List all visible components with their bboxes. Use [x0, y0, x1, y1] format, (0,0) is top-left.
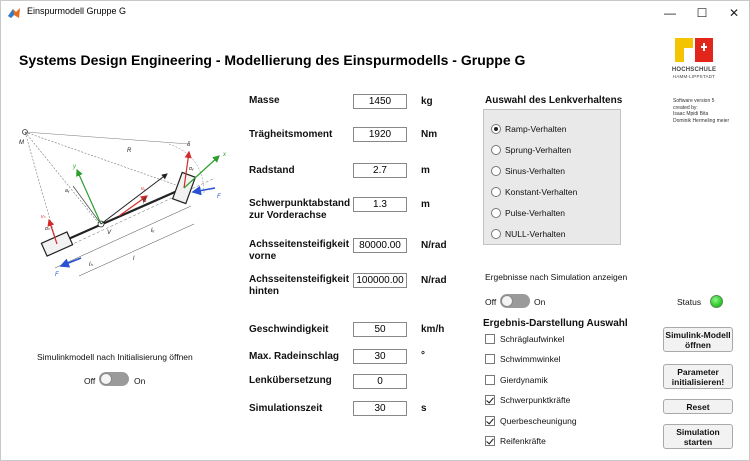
simulink-toggle-off-label: Off [84, 376, 96, 386]
version-line: Dominik Hermeling meier [673, 117, 730, 124]
radio-pulse[interactable] [491, 207, 565, 219]
checkbox-checked[interactable] [485, 395, 495, 405]
close-button[interactable]: ✕ [728, 6, 740, 20]
logo-text-line2: HAMM-LIPPSTADT [672, 74, 716, 79]
radio-sprung[interactable] [491, 144, 571, 156]
version-line: Software version 5 [673, 98, 715, 104]
label-y: y [73, 164, 76, 170]
param-label-steifigkeit-hinten: Achsseitensteifigkeit hinten [249, 274, 350, 297]
radio-label: NULL-Verhalten [505, 229, 566, 239]
check-schraeglaufwinkel[interactable] [485, 333, 564, 345]
param-unit-traegheitsmoment: Nm [421, 129, 438, 140]
radio-dot[interactable] [491, 166, 501, 176]
checkbox-label: Reifenkräfte [500, 436, 546, 446]
toggle-knob [100, 373, 112, 385]
label-fyh: F [55, 272, 59, 278]
reset-button[interactable]: Reset [663, 399, 733, 414]
checkbox-checked[interactable] [485, 416, 495, 426]
vehicle-axis-line [57, 188, 184, 244]
title-bar [1, 1, 749, 25]
radio-null[interactable] [491, 228, 565, 240]
radio-sinus[interactable] [491, 165, 565, 177]
radio-dot[interactable] [491, 187, 501, 197]
param-unit-schwerpunktabstand: m [421, 199, 430, 210]
radio-ramp[interactable] [491, 123, 566, 135]
radio-label: Ramp-Verhalten [505, 124, 567, 134]
logo-text-line1: HOCHSCHULE [671, 67, 717, 73]
checkbox-checked[interactable] [485, 436, 495, 446]
label-fyv: F [217, 194, 221, 200]
page-title: Systems Design Engineering - Modellierung des Einspurmodells - Gruppe G [19, 52, 526, 68]
radio-dot[interactable] [491, 229, 501, 239]
param-label-simulationszeit: Simulationszeit [249, 403, 323, 414]
status-label: Status [677, 297, 702, 307]
label-av: αᵥ [189, 166, 194, 172]
window-title: Einspurmodell Gruppe G [27, 6, 127, 16]
logo-yellow-block [675, 38, 693, 48]
start-simulation-button[interactable]: Simulation starten [663, 424, 733, 449]
checkbox-label: Querbescheunigung [500, 416, 577, 426]
param-input-radeinschlag[interactable] [353, 349, 407, 364]
result-display-title: Ergebnis-Darstellung Auswahl [483, 318, 628, 329]
version-line: created by: [673, 104, 698, 111]
status-lamp [710, 295, 723, 308]
check-schwerpunktkraefte[interactable] [485, 394, 570, 406]
check-schwimmwinkel[interactable] [485, 353, 560, 365]
checkbox-label: Schwerpunktkräfte [500, 395, 571, 405]
param-unit-geschwindigkeit: km/h [421, 324, 445, 335]
checkbox[interactable] [485, 354, 495, 364]
radio-label: Sprung-Verhalten [505, 145, 572, 155]
param-label-lenkuebersetzung: Lenkübersetzung [249, 375, 332, 386]
checkbox[interactable] [485, 334, 495, 344]
radio-dot-selected[interactable] [491, 124, 501, 134]
param-input-traegheitsmoment[interactable] [353, 127, 407, 142]
checkbox[interactable] [485, 375, 495, 385]
label-l: l [133, 256, 135, 262]
toggle-knob [501, 295, 513, 307]
results-toggle-label: Ergebnisse nach Simulation anzeigen [485, 272, 628, 282]
checkbox-label: Schräglaufwinkel [500, 334, 565, 344]
param-input-lenkuebersetzung[interactable] [353, 374, 407, 389]
label-beta: β [143, 198, 147, 204]
simulink-toggle-label: Simulinkmodell nach Initialisierung öffnen [37, 352, 193, 362]
maximize-button[interactable]: ☐ [696, 6, 708, 20]
radio-dot[interactable] [491, 145, 501, 155]
param-input-radstand[interactable] [353, 163, 407, 178]
open-simulink-button[interactable]: Simulink-Modell öffnen [663, 327, 733, 352]
matlab-app-icon [7, 6, 21, 20]
param-unit-steifigkeit-vorne: N/rad [421, 240, 447, 251]
param-label-geschwindigkeit: Geschwindigkeit [249, 324, 329, 335]
param-input-steifigkeit-hinten[interactable] [353, 273, 407, 288]
steering-title: Auswahl des Lenkverhaltens [485, 95, 623, 106]
version-line: Isaac Mpidi Bita [673, 111, 709, 117]
label-lh: lₕ [89, 262, 93, 268]
param-input-schwerpunktabstand[interactable] [353, 197, 407, 212]
radio-label: Konstant-Verhalten [505, 187, 578, 197]
radio-label: Pulse-Verhalten [505, 208, 566, 218]
label-r: R [127, 148, 132, 154]
param-label-steifigkeit-vorne: Achsseitensteifigkeit vorne [249, 239, 350, 262]
param-input-steifigkeit-vorne[interactable] [353, 238, 407, 253]
param-input-simulationszeit[interactable] [353, 401, 407, 416]
version-info [673, 98, 729, 124]
param-label-radstand: Radstand [249, 165, 295, 176]
radio-label: Sinus-Verhalten [505, 166, 566, 176]
label-lv: lᵥ [151, 228, 155, 234]
radio-dot[interactable] [491, 208, 501, 218]
label-delta: δ [187, 142, 191, 148]
param-label-radeinschlag: Max. Radeinschlag [249, 351, 340, 362]
param-input-masse[interactable] [353, 94, 407, 109]
init-parameters-button[interactable]: Parameter initialisieren! [663, 364, 733, 389]
param-label-masse: Masse [249, 95, 280, 106]
checkbox-label: Schwimmwinkel [500, 354, 561, 364]
param-label-traegheitsmoment: Trägheitsmoment [249, 129, 333, 140]
logo-yellow-stem [675, 48, 684, 62]
param-unit-steifigkeit-hinten: N/rad [421, 275, 447, 286]
results-toggle-on-label: On [534, 297, 546, 307]
param-unit-simulationszeit: s [421, 403, 427, 414]
param-unit-masse: kg [421, 96, 433, 107]
label-vv: vᵥ [141, 186, 146, 192]
param-unit-radeinschlag: ° [421, 350, 425, 361]
label-ay: aᵧ [65, 188, 70, 194]
param-input-geschwindigkeit[interactable] [353, 322, 407, 337]
check-querbescheunigung[interactable] [485, 415, 577, 427]
check-reifenkraefte[interactable] [485, 435, 546, 447]
label-ah: αₕ [45, 226, 50, 232]
single-track-model-diagram [19, 126, 237, 291]
radio-konstant[interactable] [491, 186, 577, 198]
check-gierdynamik[interactable] [485, 374, 548, 386]
simulink-toggle-switch[interactable] [99, 372, 129, 386]
minimize-button[interactable]: — [664, 6, 676, 20]
simulink-toggle-on-label: On [134, 376, 146, 386]
checkbox-label: Gierdynamik [500, 375, 548, 385]
results-toggle-switch[interactable] [500, 294, 530, 308]
label-vh: vₕ [41, 214, 46, 220]
label-v: V [107, 230, 112, 236]
label-x: x [223, 152, 226, 158]
param-label-schwerpunktabstand: Schwerpunktabstand zur Vorderachse [249, 198, 351, 221]
results-toggle-off-label: Off [485, 297, 497, 307]
label-m: M [19, 140, 24, 146]
param-unit-radstand: m [421, 165, 430, 176]
